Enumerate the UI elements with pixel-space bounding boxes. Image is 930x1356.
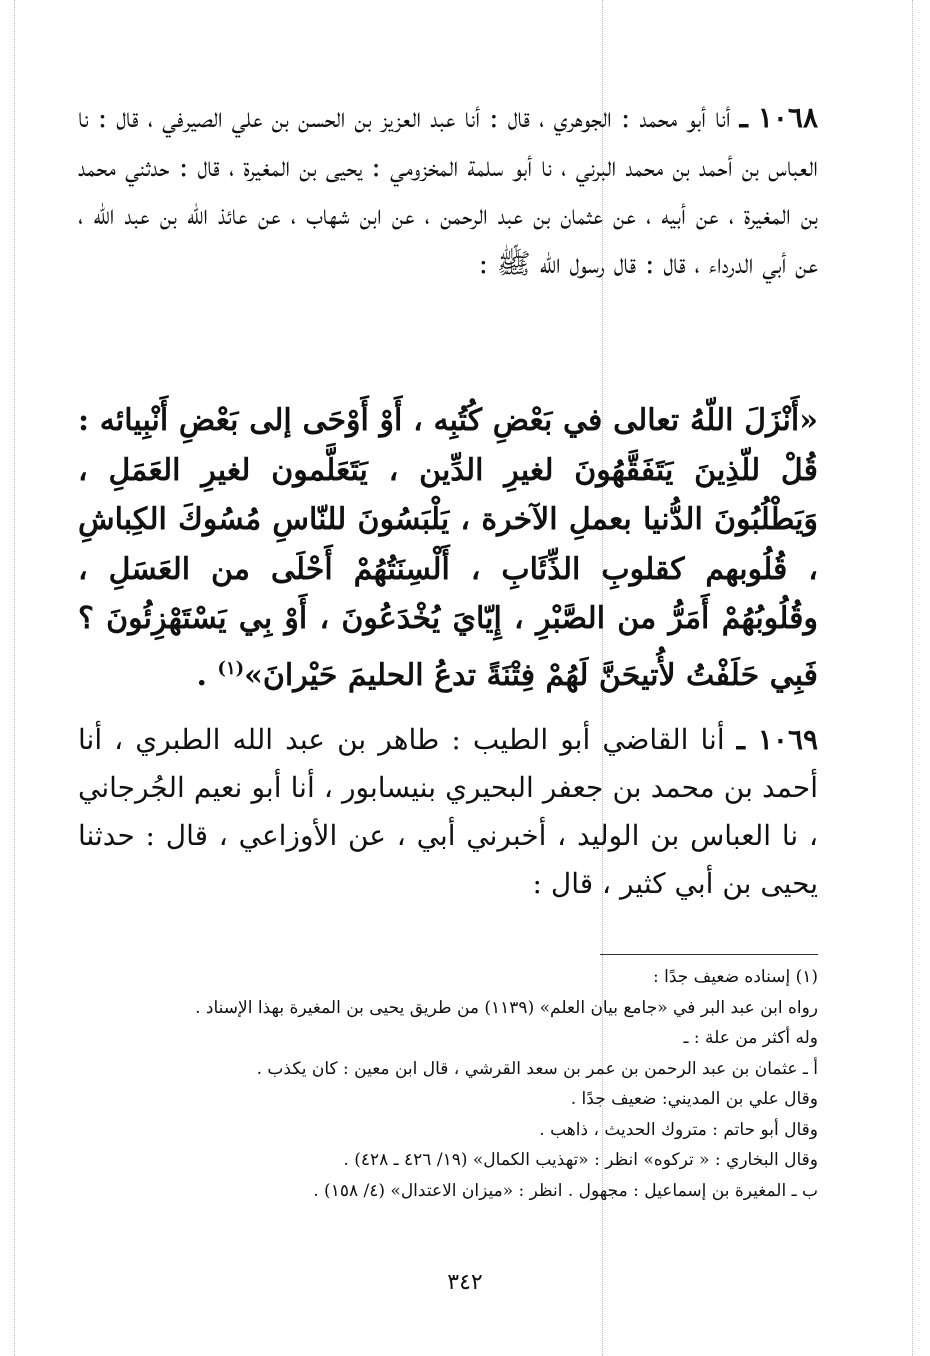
hadith-number: ١٠٦٨ ـ xyxy=(739,101,818,134)
footnote-line: رواه ابن عبد البر في «جامع بيان العلم» (١١٣٩) من طريق يحيى بن المغيرة بهذا الإسناد . xyxy=(195,997,818,1018)
page-number: ٣٤٢ xyxy=(447,1270,483,1295)
hadith-1069 xyxy=(78,716,818,908)
footnote-line: وقال أبو حاتم : متروك الحديث ، ذاهب . xyxy=(539,1119,818,1140)
scan-edge-left xyxy=(14,0,15,1356)
footnote-ref: (١) xyxy=(217,657,245,679)
footnote-line: (١) إسناده ضعيف جدًا : xyxy=(652,967,818,987)
footnote-line: وقال علي بن المديني: ضعيف جدًا . xyxy=(570,1089,818,1109)
hadith-number: ١٠٦٩ ـ xyxy=(736,723,819,756)
hadith-text: أنا القاضي أبو الطيب : طاهر بن عبد الله الطبري ، أنا أحمد بن محمد بن جعفر البحيري بنيسابور ، أنا أبو نعيم الجُرجاني ، نا العباس بن الوليد ، أخبرني أبي ، عن الأوزاعي ، قال : حدثنا يحيى بن أبي كثير ، قال : xyxy=(78,723,818,900)
footnote-line: وله أكثر من علة : ـ xyxy=(683,1028,818,1048)
footnotes xyxy=(150,962,818,1206)
hadith-1068 xyxy=(78,94,818,288)
footnote-line: وقال البخاري : « تركوه» انظر : «تهذيب الكمال» (١٩/ ٤٢٦ ـ ٤٢٨) . xyxy=(343,1150,818,1170)
quote-text: «أَنْزَلَ اللّهُ تعالى في بَعْضِ كُتُبِه ، أَوْ أَوْحَى إلى بَعْضِ أَنْبِيائه : قُلْ للّذِينَ يَتَفَقَّهُونَ لغيرِ الدِّين ، يَتَعَلَّمون لغيرِ العَمَلِ ، وَيَطْلُبُونَ الدُّنيا بعملِ الآخرة ، يَلْبَسُونَ للنّاسِ مُسُوكَ الكِباشِ ، قُلُوبهم كقلوبِ الذِّئَابِ ، أَلْسِنَتُهُمْ أَحْلَى من العَسَلِ ، وقُلُوبُهُمْ أَمَرُّ من الصَّبْرِ ، إِيّايَ يُخْدَعُونَ ، أَوْ بِي يَسْتَهْزِئُونَ ؟ فَبِي حَلَفْتُ لأُتيحَنَّ لَهُمْ فِتْنَةً تدعُ الحليمَ حَيْرانَ» xyxy=(78,403,818,693)
footnote-line: أ ـ عثمان بن عبد الرحمن بن عمر بن سعد القرشي ، قال ابن معين : كان يكذب . xyxy=(256,1058,818,1079)
footnote-line: ب ـ المغيرة بن إسماعيل : مجهول . انظر : «ميزان الاعتدال» (٤/ ١٥٨) . xyxy=(313,1180,818,1201)
hadith-text: أنا أبو محمد : الجوهري ، قال : أنا عبد العزيز بن الحسن بن علي الصيرفي ، قال : نا العباس بن أحمد بن محمد البرني ، نا أبو سلمة المخزومي : يحيى بن المغيرة ، قال : حدثني محمد بن المغيرة ، عن أبيه ، عن عثمان بن عبد الرحمن ، عن ابن شهاب ، عن عائذ الله بن عبد الله ، عن أبي الدرداء ، قال : قال رسول الله ﷺ : xyxy=(78,101,818,280)
scan-edge-right xyxy=(912,0,913,1356)
prophetic-quote xyxy=(78,396,818,700)
footnote-divider xyxy=(600,954,818,955)
quote-tail: . xyxy=(196,657,218,693)
